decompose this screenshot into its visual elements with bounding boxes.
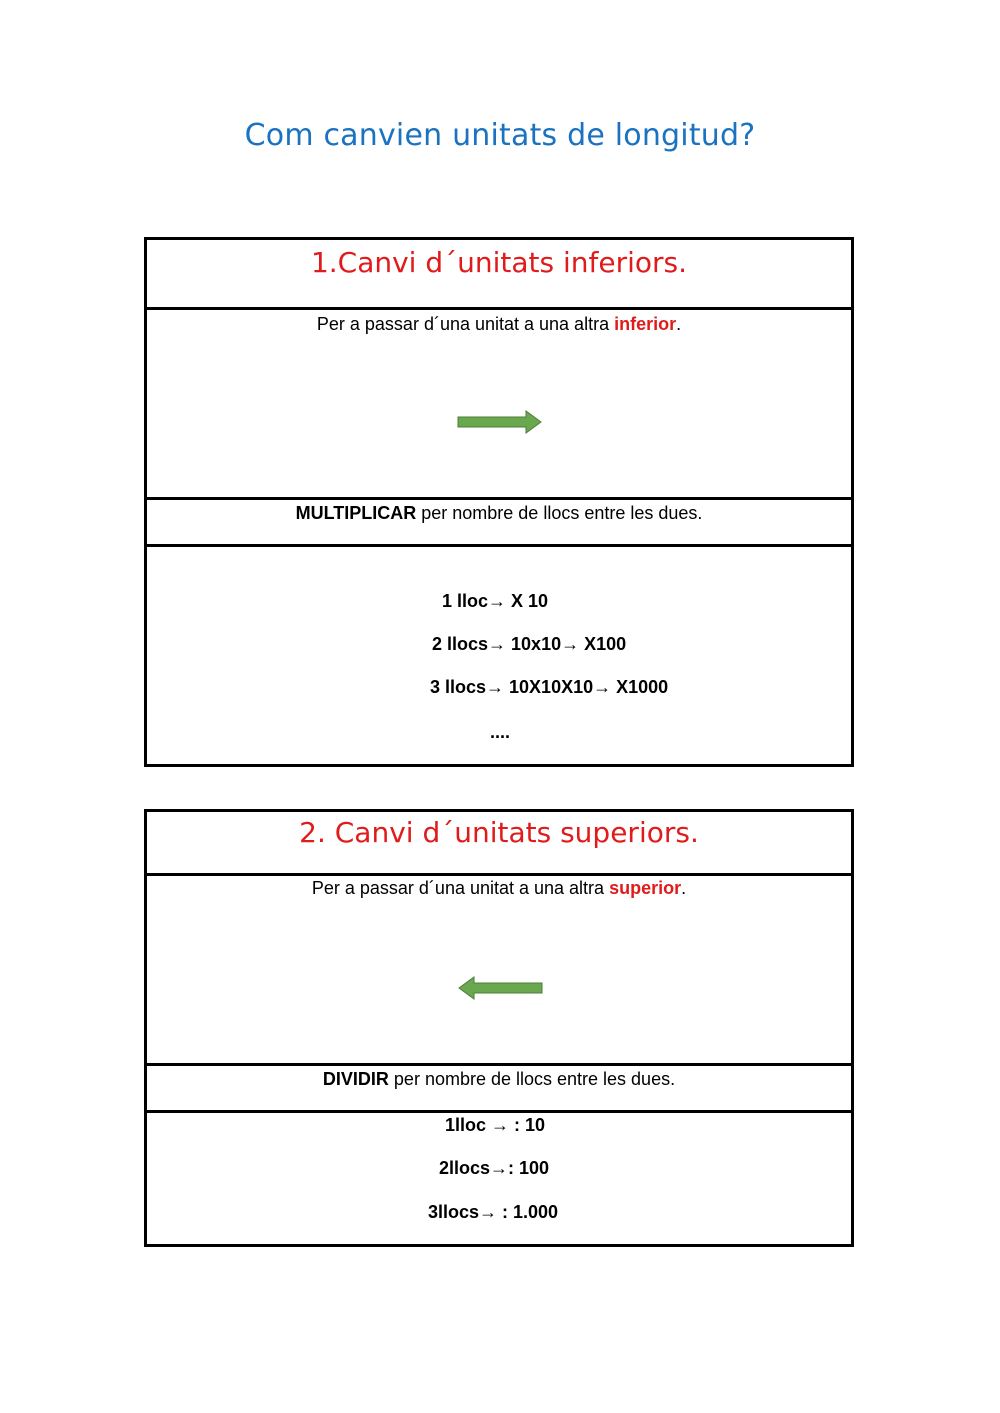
section-heading: 1.Canvi d´unitats inferiors. bbox=[147, 240, 851, 310]
intro-prefix: Per a passar d´una unitat a una altra bbox=[316, 314, 615, 334]
section-heading: 2. Canvi d´unitats superiors. bbox=[147, 812, 851, 876]
example-line: 1lloc → : 10 bbox=[445, 1115, 546, 1135]
example-line: 1 lloc→ X 10 bbox=[442, 591, 549, 611]
intro-suffix: . bbox=[681, 878, 687, 898]
intro-cell bbox=[147, 310, 851, 500]
intro-prefix: Per a passar d´una unitat a una altra bbox=[311, 878, 610, 898]
operation-cell bbox=[147, 1066, 851, 1113]
intro-suffix: . bbox=[676, 314, 682, 334]
intro-highlight: inferior bbox=[614, 314, 677, 334]
arrow-right-icon bbox=[456, 409, 544, 435]
section-superiors bbox=[144, 809, 854, 1247]
operation-keyword: MULTIPLICAR bbox=[295, 503, 417, 523]
intro-text bbox=[147, 876, 851, 899]
example-line: 2 llocs→ 10x10→ X100 bbox=[432, 634, 627, 654]
intro-cell bbox=[147, 876, 851, 1066]
page-title: Com canvien unitats de longitud? bbox=[244, 118, 756, 153]
examples-cell bbox=[147, 1113, 851, 1244]
operation-cell bbox=[147, 500, 851, 547]
operation-text: per nombre de llocs entre les dues. bbox=[388, 1069, 676, 1089]
example-line: 2llocs→: 100 bbox=[439, 1158, 550, 1178]
arrow-left-icon bbox=[456, 975, 544, 1001]
example-line: .... bbox=[490, 722, 511, 742]
intro-highlight: superior bbox=[609, 878, 682, 898]
examples-cell bbox=[147, 547, 851, 764]
example-line: 3llocs→ : 1.000 bbox=[428, 1202, 559, 1222]
example-line: 3 llocs→ 10X10X10→ X1000 bbox=[430, 677, 669, 697]
intro-text bbox=[147, 310, 851, 335]
operation-keyword: DIVIDIR bbox=[322, 1069, 389, 1089]
operation-text: per nombre de llocs entre les dues. bbox=[416, 503, 703, 523]
section-inferiors bbox=[144, 237, 854, 767]
